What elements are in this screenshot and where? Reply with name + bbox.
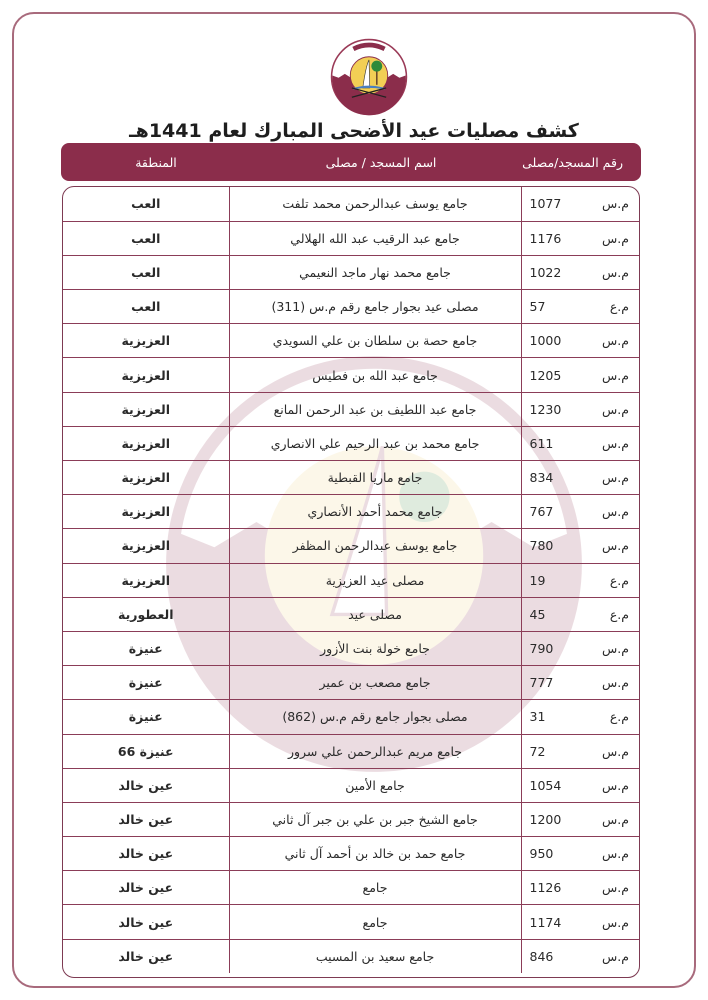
mosque-name: جامع xyxy=(362,880,388,896)
mosque-area-cell xyxy=(63,461,229,495)
mosque-number-cell xyxy=(521,290,579,324)
mosque-name-cell xyxy=(229,324,521,358)
mosque-type-cell xyxy=(579,255,639,289)
mosque-number: 1126 xyxy=(529,880,562,896)
mosque-number-cell xyxy=(521,324,579,358)
mosque-type: م.س xyxy=(602,504,629,520)
mosque-number-cell xyxy=(521,426,579,460)
table-row xyxy=(63,597,639,631)
mosque-type: م.س xyxy=(602,743,629,759)
mosque-type-cell xyxy=(579,939,639,973)
mosque-name-cell xyxy=(229,666,521,700)
mosque-number: 846 xyxy=(529,948,554,964)
mosque-type-cell xyxy=(579,290,639,324)
mosque-number: 611 xyxy=(529,435,554,451)
mosque-name: جامع محمد بن عبد الرحيم علي الانصاري xyxy=(270,435,480,451)
mosque-type-cell xyxy=(579,700,639,734)
mosque-area-cell xyxy=(63,939,229,973)
mosque-area: عين خالد xyxy=(118,846,174,862)
mosque-name-cell xyxy=(229,734,521,768)
mosque-name: جامع خولة بنت الأزور xyxy=(320,641,430,657)
mosque-area: العزيزية xyxy=(121,470,171,486)
mosque-type-cell xyxy=(579,631,639,665)
mosque-area-cell xyxy=(63,666,229,700)
mosque-area-cell xyxy=(63,905,229,939)
mosque-number: 1000 xyxy=(529,333,562,349)
mosque-name: جامع الأمين xyxy=(345,777,405,793)
mosque-name-cell xyxy=(229,358,521,392)
mosque-type: م.س xyxy=(602,264,629,280)
mosque-number-cell xyxy=(521,529,579,563)
mosque-area: العب xyxy=(131,230,161,246)
mosque-area-cell xyxy=(63,290,229,324)
mosque-number: 1174 xyxy=(529,914,562,930)
mosque-area: العب xyxy=(131,264,161,280)
header-number: رقم المسجد/مصلى xyxy=(522,154,623,170)
mosque-type: م.ع xyxy=(609,606,629,622)
mosque-area: عين خالد xyxy=(118,811,174,827)
mosque-area-cell xyxy=(63,426,229,460)
mosque-area-cell xyxy=(63,563,229,597)
mosque-number: 45 xyxy=(529,606,546,622)
mosque-number: 780 xyxy=(529,538,554,554)
mosque-area-cell xyxy=(63,187,229,221)
mosque-name: جامع حمد بن خالد بن أحمد آل ثاني xyxy=(284,846,466,862)
mosque-area-cell xyxy=(63,324,229,358)
mosque-number-cell xyxy=(521,837,579,871)
mosque-number-cell xyxy=(521,666,579,700)
mosque-type: م.س xyxy=(602,401,629,417)
mosque-area-cell xyxy=(63,734,229,768)
table-row xyxy=(63,495,639,529)
mosque-type: م.س xyxy=(602,538,629,554)
table-row xyxy=(63,700,639,734)
mosque-number-cell xyxy=(521,255,579,289)
table-row xyxy=(63,392,639,426)
mosque-number-cell xyxy=(521,905,579,939)
mosque-area-cell xyxy=(63,871,229,905)
mosque-number-cell xyxy=(521,187,579,221)
mosque-name-cell xyxy=(229,768,521,802)
table-row xyxy=(63,426,639,460)
mosque-number-cell xyxy=(521,597,579,631)
mosque-name: جامع مريم عبدالرحمن علي سرور xyxy=(287,743,463,759)
mosque-number-cell xyxy=(521,221,579,255)
mosque-number-cell xyxy=(521,392,579,426)
mosque-name-cell xyxy=(229,939,521,973)
qatar-emblem-logo xyxy=(330,38,408,116)
mosque-name-cell xyxy=(229,597,521,631)
mosque-number: 790 xyxy=(529,641,554,657)
mosque-type-cell xyxy=(579,871,639,905)
mosque-type-cell xyxy=(579,768,639,802)
table-row xyxy=(63,358,639,392)
mosque-name-cell xyxy=(229,529,521,563)
mosque-number: 31 xyxy=(529,709,546,725)
mosque-name: جامع xyxy=(362,914,388,930)
mosque-name-cell xyxy=(229,461,521,495)
mosque-number: 777 xyxy=(529,675,554,691)
mosque-type-cell xyxy=(579,392,639,426)
mosque-type: م.س xyxy=(602,846,629,862)
mosque-number-cell xyxy=(521,563,579,597)
mosque-name-cell xyxy=(229,563,521,597)
mosque-number-cell xyxy=(521,871,579,905)
mosque-number: 1230 xyxy=(529,401,562,417)
mosque-type: م.س xyxy=(602,470,629,486)
mosque-number: 1176 xyxy=(529,230,562,246)
table-header xyxy=(61,143,641,181)
mosque-name: جامع عبد اللطيف بن عبد الرحمن المانع xyxy=(273,401,477,417)
mosque-area: العزيزية xyxy=(121,504,171,520)
mosque-area-cell xyxy=(63,768,229,802)
mosque-type-cell xyxy=(579,905,639,939)
mosque-number: 19 xyxy=(529,572,546,588)
mosque-type-cell xyxy=(579,734,639,768)
mosque-name-cell xyxy=(229,495,521,529)
mosque-name: مصلى عيد بجوار جامع رقم م.س (311) xyxy=(271,299,479,315)
mosque-name-cell xyxy=(229,392,521,426)
mosque-number-cell xyxy=(521,734,579,768)
table-row xyxy=(63,631,639,665)
mosque-number: 834 xyxy=(529,470,554,486)
mosque-number: 767 xyxy=(529,504,554,520)
mosque-name-cell xyxy=(229,631,521,665)
mosque-area-cell xyxy=(63,221,229,255)
mosque-type-cell xyxy=(579,802,639,836)
table-row xyxy=(63,187,639,221)
mosque-type: م.س xyxy=(602,914,629,930)
mosque-number-cell xyxy=(521,461,579,495)
mosque-area-cell xyxy=(63,255,229,289)
mosque-name: مصلى عيد العزيزية xyxy=(325,572,425,588)
table-row xyxy=(63,939,639,973)
mosque-type: م.س xyxy=(602,811,629,827)
mosque-number: 950 xyxy=(529,846,554,862)
mosque-type: م.س xyxy=(602,196,629,212)
mosque-type: م.س xyxy=(602,435,629,451)
mosque-name-cell xyxy=(229,221,521,255)
mosque-type: م.س xyxy=(602,948,629,964)
table-row xyxy=(63,324,639,358)
mosque-name: جامع الشيخ جبر بن علي بن جبر آل ثاني xyxy=(272,811,478,827)
mosque-type-cell xyxy=(579,461,639,495)
mosque-type: م.س xyxy=(602,333,629,349)
mosque-area: عنيزة xyxy=(128,641,163,657)
mosque-name-cell xyxy=(229,802,521,836)
mosque-number-cell xyxy=(521,700,579,734)
mosque-number: 72 xyxy=(529,743,546,759)
mosque-name: مصلى عيد xyxy=(348,606,402,622)
mosque-area-cell xyxy=(63,837,229,871)
mosque-name: جامع يوسف عبدالرحمن محمد تلفت xyxy=(282,196,468,212)
table-row xyxy=(63,529,639,563)
mosque-area: العزيزية xyxy=(121,435,171,451)
mosque-area-cell xyxy=(63,700,229,734)
table-row xyxy=(63,290,639,324)
mosque-name-cell xyxy=(229,426,521,460)
mosque-type-cell xyxy=(579,324,639,358)
mosque-area-cell xyxy=(63,802,229,836)
mosque-area-cell xyxy=(63,631,229,665)
mosque-name: مصلى بجوار جامع رقم م.س (862) xyxy=(282,709,468,725)
mosque-area: عنيزة xyxy=(128,675,163,691)
mosque-name-cell xyxy=(229,871,521,905)
mosque-number-cell xyxy=(521,495,579,529)
mosque-type-cell xyxy=(579,529,639,563)
mosque-name: جامع عبد الرقيب عبد الله الهلالي xyxy=(290,230,460,246)
mosque-area: عين خالد xyxy=(118,880,174,896)
mosque-type: م.س xyxy=(602,777,629,793)
mosque-type-cell xyxy=(579,495,639,529)
mosque-area: العزيزية xyxy=(121,538,171,554)
mosque-area: العب xyxy=(131,196,161,212)
mosque-number: 1077 xyxy=(529,196,562,212)
mosque-number: 1205 xyxy=(529,367,562,383)
mosque-type: م.س xyxy=(602,675,629,691)
table-row xyxy=(63,905,639,939)
mosque-type-cell xyxy=(579,221,639,255)
mosque-area: العطورية xyxy=(117,606,174,622)
mosque-name-cell xyxy=(229,255,521,289)
mosque-type: م.س xyxy=(602,641,629,657)
mosque-area: العزيزية xyxy=(121,572,171,588)
table-row xyxy=(63,802,639,836)
mosque-area-cell xyxy=(63,358,229,392)
mosque-area: عنيزة 66 xyxy=(117,743,174,759)
mosque-area-cell xyxy=(63,495,229,529)
mosque-type: م.ع xyxy=(609,709,629,725)
table-row xyxy=(63,837,639,871)
mosque-number-cell xyxy=(521,768,579,802)
mosque-area: العزيزية xyxy=(121,333,171,349)
mosque-area: عنيزة xyxy=(128,709,163,725)
mosque-name-cell xyxy=(229,837,521,871)
mosque-name: جامع يوسف عبدالرحمن المظفر xyxy=(292,538,458,554)
mosque-area: العزيزية xyxy=(121,401,171,417)
table-row xyxy=(63,734,639,768)
mosque-number-cell xyxy=(521,802,579,836)
mosque-name-cell xyxy=(229,700,521,734)
mosque-name-cell xyxy=(229,290,521,324)
mosque-type: م.س xyxy=(602,367,629,383)
mosque-area: عين خالد xyxy=(118,777,174,793)
table-row xyxy=(63,871,639,905)
table-row xyxy=(63,768,639,802)
mosque-number-cell xyxy=(521,358,579,392)
mosque-type-cell xyxy=(579,563,639,597)
mosque-name: جامع عبد الله بن فطيس xyxy=(312,367,438,383)
mosque-type: م.ع xyxy=(609,299,629,315)
mosque-area-cell xyxy=(63,597,229,631)
mosque-type-cell xyxy=(579,358,639,392)
table-row xyxy=(63,255,639,289)
mosque-type-cell xyxy=(579,837,639,871)
mosque-type-cell xyxy=(579,187,639,221)
document-title: كشف مصليات عيد الأضحى المبارك لعام 1441هـ xyxy=(129,120,579,142)
mosque-area-cell xyxy=(63,392,229,426)
mosque-type: م.س xyxy=(602,880,629,896)
mosque-area: عين خالد xyxy=(118,914,174,930)
mosque-area: عين خالد xyxy=(118,948,174,964)
mosque-name: جامع محمد أحمد الأنصاري xyxy=(307,504,443,520)
mosque-area-cell xyxy=(63,529,229,563)
mosque-name: جامع محمد نهار ماجد النعيمي xyxy=(299,264,451,280)
table-row xyxy=(63,461,639,495)
mosque-number: 1054 xyxy=(529,777,562,793)
mosque-name: جامع سعيد بن المسيب xyxy=(315,948,435,964)
mosque-type-cell xyxy=(579,426,639,460)
mosque-number: 1022 xyxy=(529,264,562,280)
table-row xyxy=(63,221,639,255)
mosque-name: جامع ماريا القبطية xyxy=(327,470,423,486)
mosque-area: العب xyxy=(131,299,161,315)
mosque-name-cell xyxy=(229,905,521,939)
mosque-type-cell xyxy=(579,666,639,700)
header-area: المنطقة xyxy=(135,154,177,170)
mosque-type-cell xyxy=(579,597,639,631)
mosque-area: العزيزية xyxy=(121,367,171,383)
mosque-type: م.ع xyxy=(609,572,629,588)
mosque-number-cell xyxy=(521,631,579,665)
mosque-type: م.س xyxy=(602,230,629,246)
mosque-number: 57 xyxy=(529,299,546,315)
mosque-number-cell xyxy=(521,939,579,973)
table-row xyxy=(63,666,639,700)
mosque-name: جامع مصعب بن عمير xyxy=(319,675,431,691)
mosque-table xyxy=(62,186,640,978)
table-row xyxy=(63,563,639,597)
mosque-name-cell xyxy=(229,187,521,221)
header-name: اسم المسجد / مصلى xyxy=(325,154,437,170)
mosque-number: 1200 xyxy=(529,811,562,827)
mosque-name: جامع حصة بن سلطان بن علي السويدي xyxy=(272,333,478,349)
